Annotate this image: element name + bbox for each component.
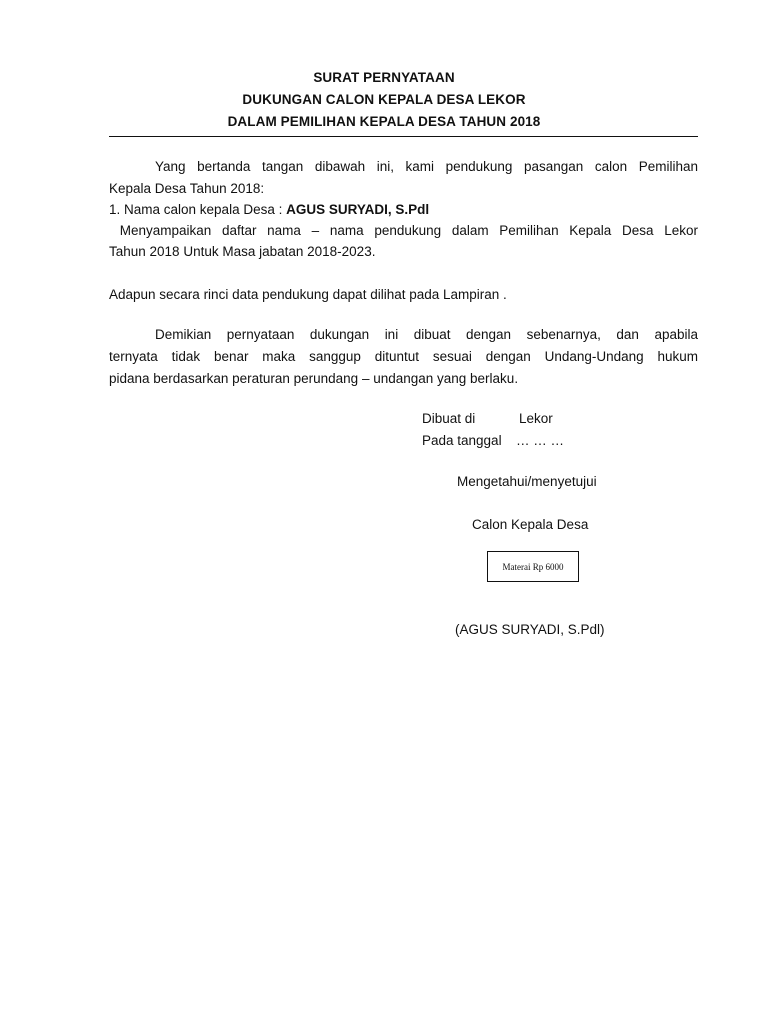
paragraph-1-line-1-text: Yang bertanda tangan dibawah ini, kami pendukung pasangan calon Pemilihan (155, 159, 698, 174)
candidate-name: AGUS SURYADI, S.Pdl (286, 202, 430, 217)
paragraph-2-line-2: Tahun 2018 Untuk Masa jabatan 2018-2023. (109, 244, 376, 259)
stamp-box (487, 551, 579, 582)
acknowledge-label: Mengetahui/menyetujui (457, 474, 597, 489)
title-line-3: DALAM PEMILIHAN KEPALA DESA TAHUN 2018 (227, 114, 541, 129)
paragraph-4-line-2-text: ternyata tidak benar maka sanggup dituntut sesuai dengan Undang-Undang hukum (109, 349, 698, 364)
made-in-label: Dibuat di (422, 411, 476, 426)
paragraph-4-line-3: pidana berdasarkan peraturan perundang – undangan yang berlaku. (109, 371, 519, 386)
paragraph-2-line-1 (109, 220, 698, 242)
date-value: … … … (516, 433, 565, 448)
date-label: Pada tanggal (422, 433, 502, 448)
paragraph-4-line-1-text: Demikian pernyataan dukungan ini dibuat dengan sebenarnya, dan apabila (155, 327, 698, 342)
paragraph-4-line-1 (109, 324, 698, 346)
signatory-name: (AGUS SURYADI, S.Pdl) (455, 622, 605, 637)
paragraph-3: Adapun secara rinci data pendukung dapat dilihat pada Lampiran . (109, 287, 507, 302)
candidate-line (109, 199, 429, 221)
title-line-1: SURAT PERNYATAAN (313, 70, 455, 85)
paragraph-1-line-1 (109, 156, 698, 178)
paragraph-1-line-2: Kepala Desa Tahun 2018: (109, 181, 265, 196)
made-in-value: Lekor (519, 411, 553, 426)
role-label: Calon Kepala Desa (472, 517, 589, 532)
paragraph-2-line-1-text: Menyampaikan daftar nama – nama pendukung dalam Pemilihan Kepala Desa Lekor (109, 223, 698, 238)
header-divider (109, 136, 698, 137)
stamp-text: Materai Rp 6000 (502, 561, 564, 572)
paragraph-4-line-2 (109, 346, 698, 368)
title-line-2: DUKUNGAN CALON KEPALA DESA LEKOR (242, 92, 526, 107)
candidate-label: 1. Nama calon kepala Desa : (109, 202, 287, 217)
